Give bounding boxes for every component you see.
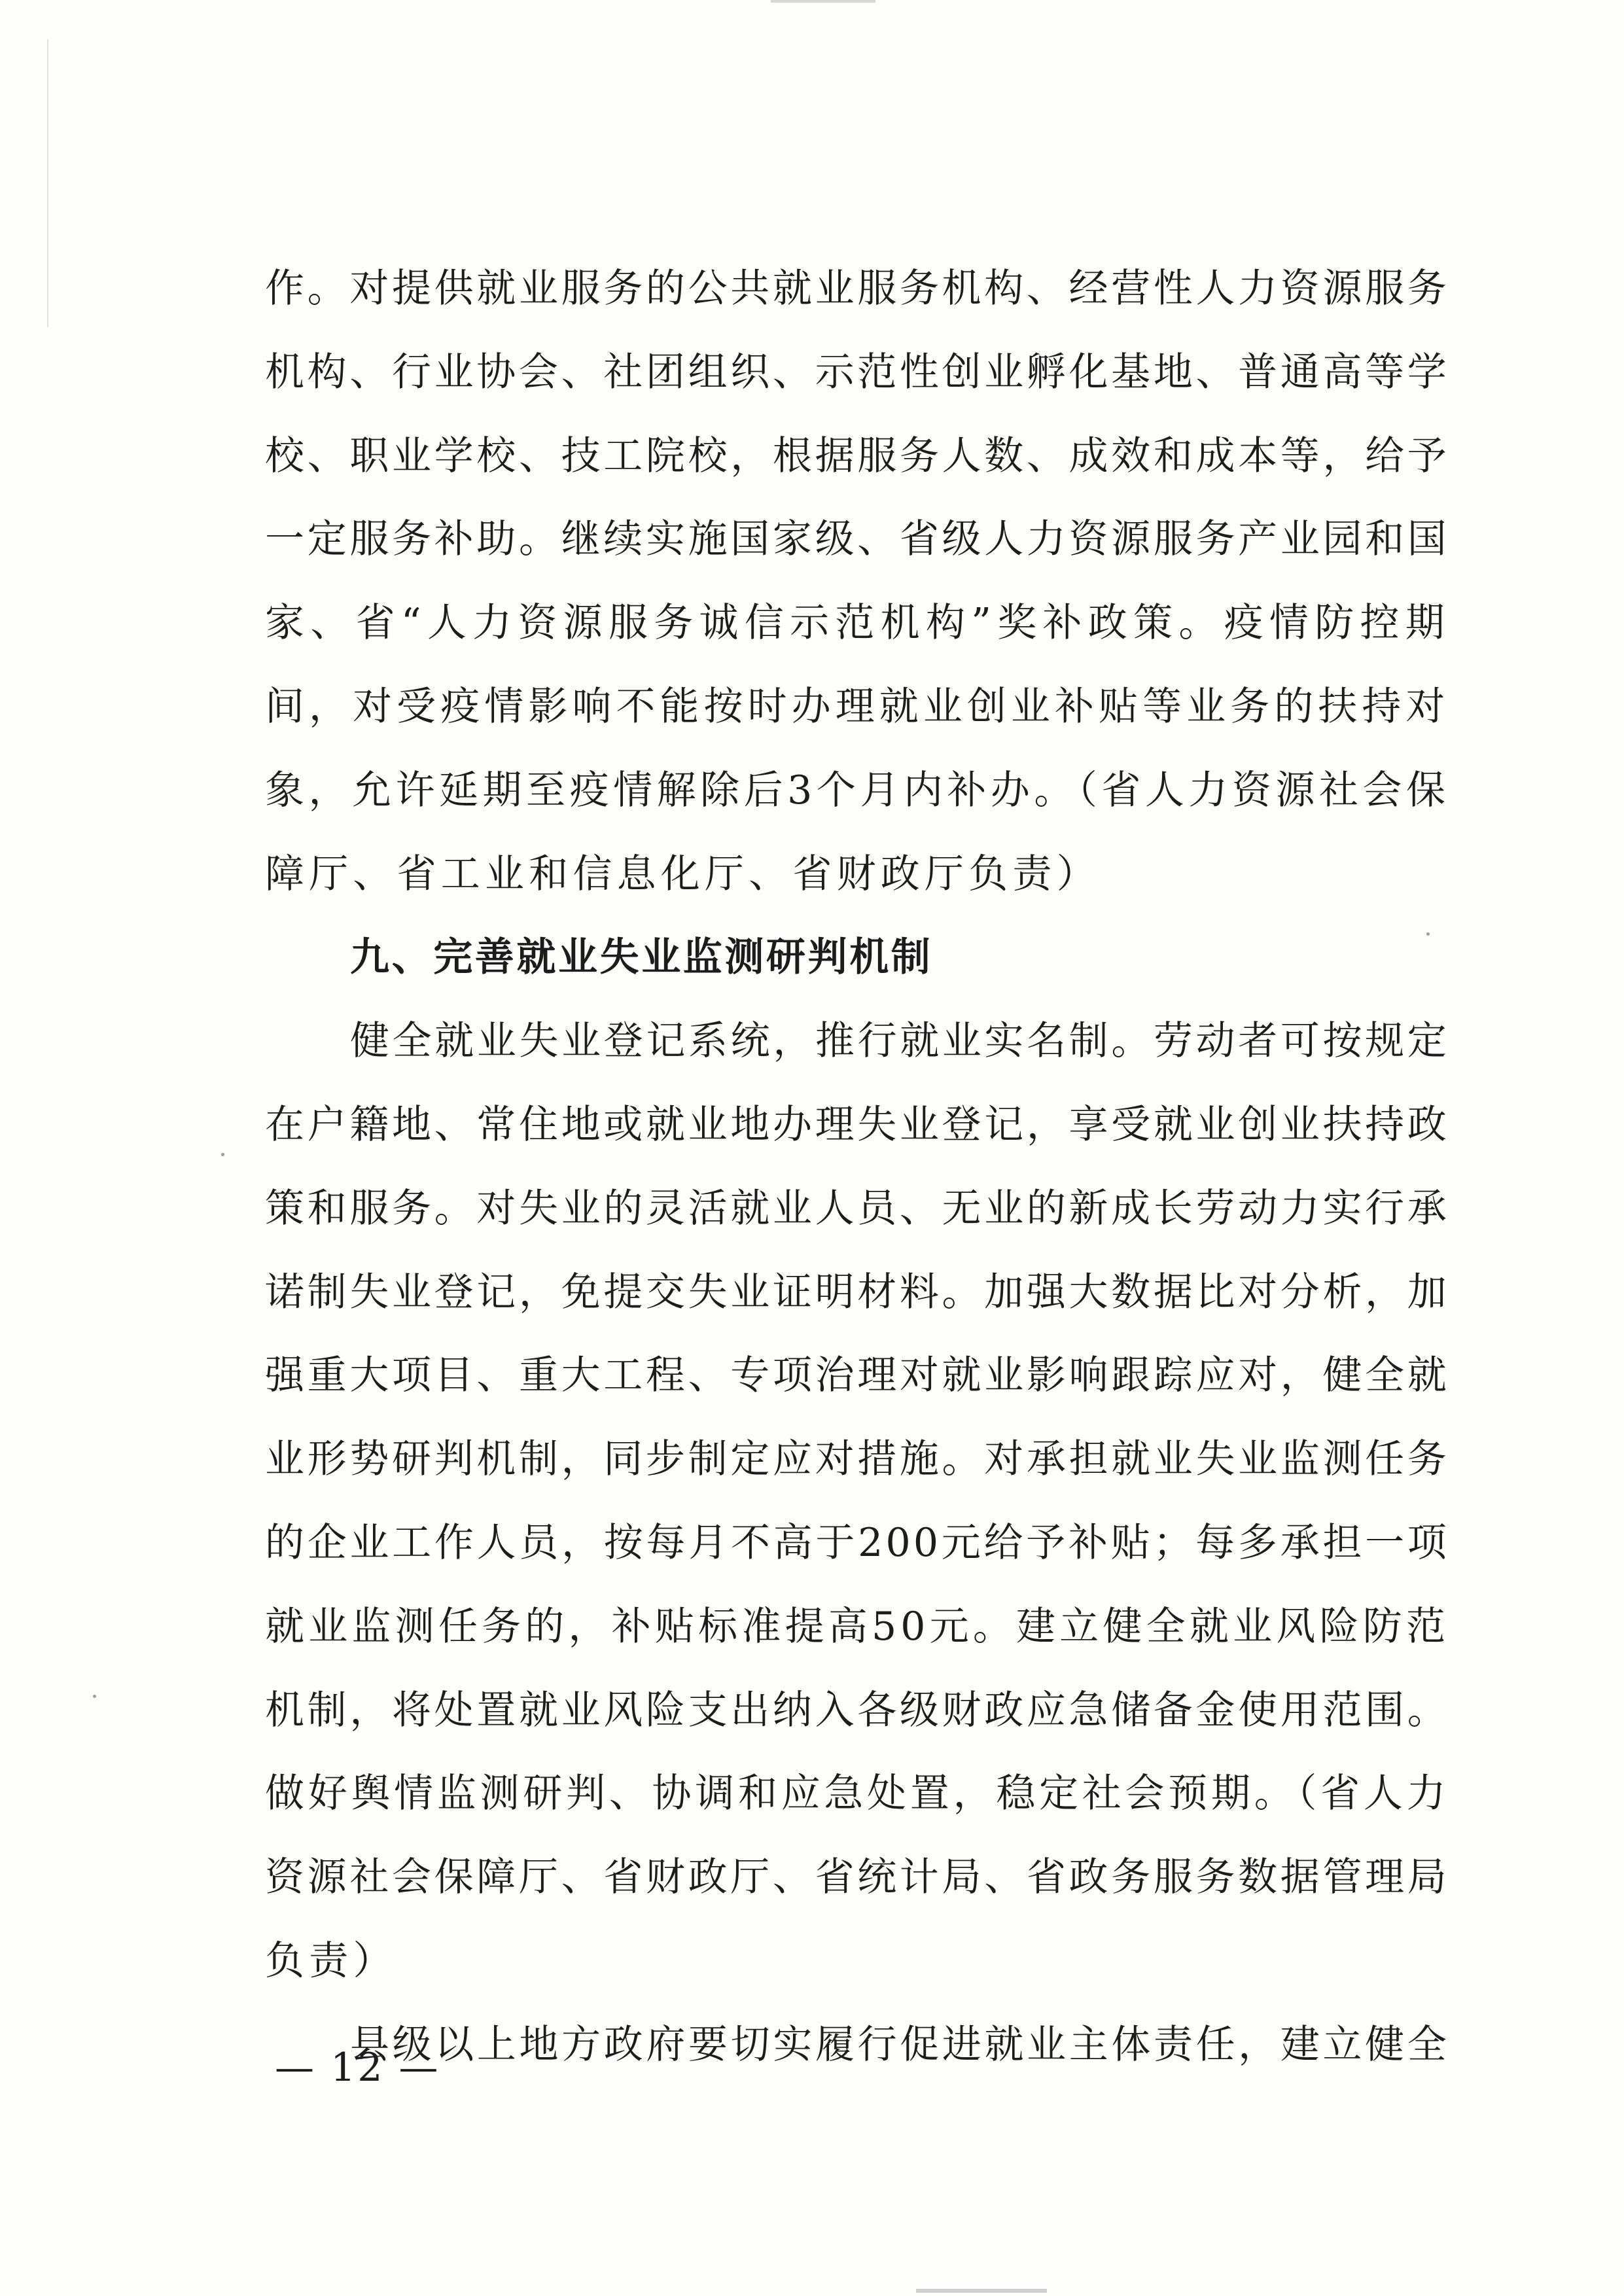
text-line: 作。对提供就业服务的公共就业服务机构、经营性人力资源服务 [265, 266, 1449, 311]
text-line: 业形势研判机制，同步制定应对措施。对承担就业失业监测任务 [265, 1436, 1449, 1483]
text-line: 县级以上地方政府要切实履行促进就业主体责任，建立健全 [350, 2021, 1449, 2068]
text-line: 负责） [265, 1937, 397, 1984]
text-line: 一定服务补助。继续实施国家级、省级人力资源服务产业园和国 [265, 516, 1449, 563]
text-line: 的企业工作人员，按每月不高于200元给予补贴；每多承担一项 [265, 1519, 1449, 1566]
text-line: 校、职业学校、技工院校，根据服务人数、成效和成本等，给予 [265, 433, 1449, 479]
text-line: 障厅、省工业和信息化厅、省财政厅负责） [265, 851, 1101, 897]
body-text [265, 247, 1449, 2087]
scan-speck [221, 1153, 224, 1156]
scan-artifact-left-edge [47, 39, 48, 327]
text-line: 间，对受疫情影响不能按时办理就业创业补贴等业务的扶持对 [265, 683, 1449, 730]
text-line: 策和服务。对失业的灵活就业人员、无业的新成长劳动力实行承 [265, 1185, 1449, 1231]
text-line: 做好舆情监测研判、协调和应急处置，稳定社会预期。（省人力 [265, 1771, 1449, 1817]
text-line: 资源社会保障厅、省财政厅、省统计局、省政务服务数据管理局 [265, 1854, 1449, 1901]
scan-artifact-bottom [916, 2289, 1047, 2293]
text-line: 强重大项目、重大工程、专项治理对就业影响跟踪应对，健全就 [265, 1352, 1449, 1399]
text-line: 在户籍地、常住地或就业地办理失业登记，享受就业创业扶持政 [265, 1101, 1449, 1148]
scan-speck [93, 1695, 96, 1698]
section-heading: 九、完善就业失业监测研判机制 [350, 934, 933, 981]
scan-artifact-top [771, 0, 875, 3]
text-line: 家、省“人力资源服务诚信示范机构”奖补政策。疫情防控期 [265, 600, 1449, 646]
text-line: 就业监测任务的，补贴标准提高50元。建立健全就业风险防范 [265, 1603, 1449, 1650]
text-line: 诺制失业登记，免提交失业证明材料。加强大数据比对分析，加 [265, 1269, 1449, 1315]
text-line: 健全就业失业登记系统，推行就业实名制。劳动者可按规定 [350, 1018, 1449, 1065]
page-number: — 12 — [275, 2045, 440, 2091]
text-line: 象，允许延期至疫情解除后3个月内补办。（省人力资源社会保 [265, 767, 1449, 813]
text-line: 机制，将处置就业风险支出纳入各级财政应急储备金使用范围。 [265, 1687, 1449, 1733]
text-line: 机构、行业协会、社团组织、示范性创业孵化基地、普通高等学 [265, 349, 1449, 395]
